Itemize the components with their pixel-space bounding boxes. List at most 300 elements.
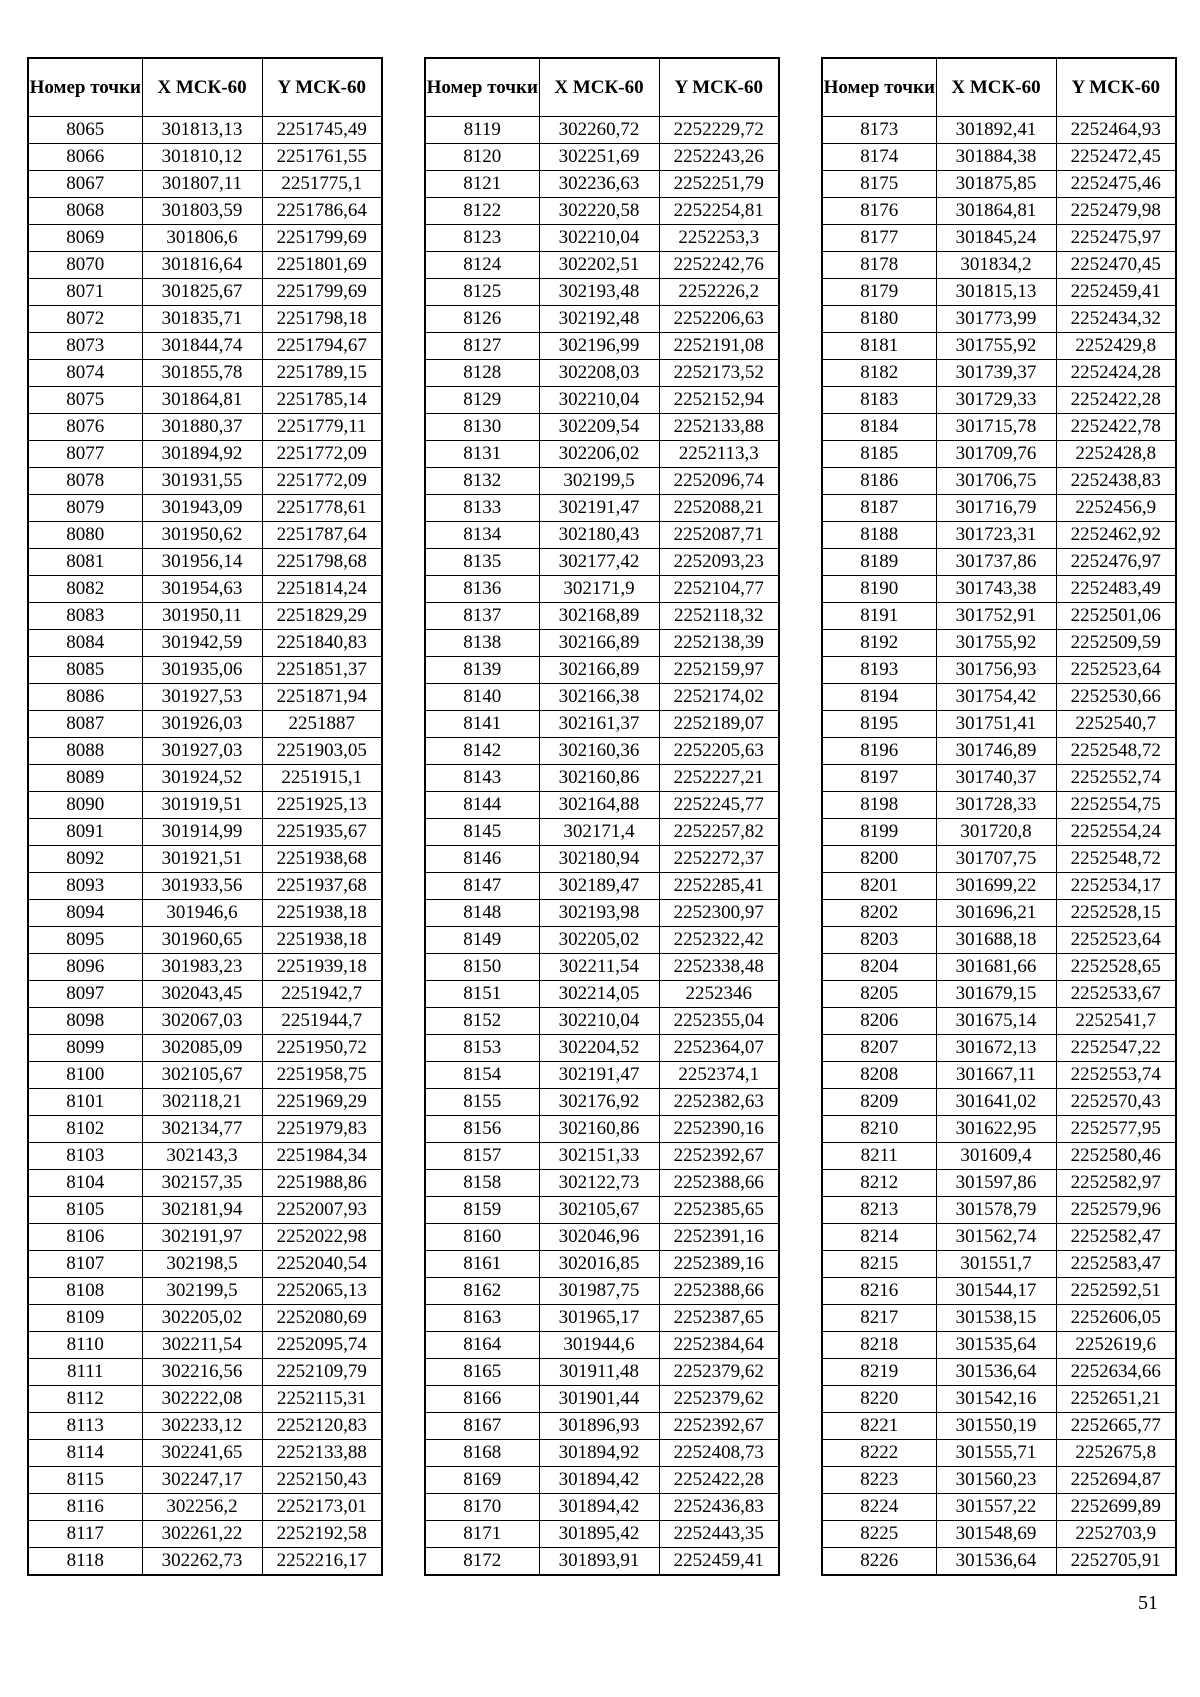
cell-point-number: 8203 [822,927,936,954]
cell-point-number: 8119 [425,117,539,144]
cell-y-coordinate: 2251871,94 [262,684,382,711]
cell-point-number: 8066 [28,144,142,171]
table-row [28,873,382,900]
table-row [425,576,779,603]
cell-x-coordinate: 301919,51 [142,792,262,819]
table-row [28,1089,382,1116]
cell-x-coordinate: 301739,37 [936,360,1056,387]
cell-x-coordinate: 301960,65 [142,927,262,954]
cell-point-number: 8122 [425,198,539,225]
cell-x-coordinate: 301707,75 [936,846,1056,873]
cell-point-number: 8073 [28,333,142,360]
cell-y-coordinate: 2252152,94 [659,387,779,414]
cell-point-number: 8191 [822,603,936,630]
cell-y-coordinate: 2251915,1 [262,765,382,792]
cell-x-coordinate: 302211,54 [539,954,659,981]
cell-y-coordinate: 2252476,97 [1056,549,1176,576]
table-row [28,630,382,657]
cell-x-coordinate: 301927,53 [142,684,262,711]
cell-x-coordinate: 302181,94 [142,1197,262,1224]
table-row [425,1224,779,1251]
cell-point-number: 8068 [28,198,142,225]
cell-point-number: 8167 [425,1413,539,1440]
cell-point-number: 8157 [425,1143,539,1170]
cell-x-coordinate: 301935,06 [142,657,262,684]
coordinates-table-2 [424,57,780,1576]
cell-point-number: 8108 [28,1278,142,1305]
cell-x-coordinate: 301754,42 [936,684,1056,711]
cell-y-coordinate: 2252547,22 [1056,1035,1176,1062]
table-row [28,468,382,495]
table-row [28,1170,382,1197]
table-row [425,954,779,981]
cell-point-number: 8113 [28,1413,142,1440]
table-row [425,1251,779,1278]
table-row [822,954,1176,981]
cell-x-coordinate: 302210,04 [539,225,659,252]
cell-x-coordinate: 302160,36 [539,738,659,765]
table-row [425,333,779,360]
cell-x-coordinate: 301542,16 [936,1386,1056,1413]
cell-point-number: 8084 [28,630,142,657]
cell-x-coordinate: 301855,78 [142,360,262,387]
table-row [822,117,1176,144]
cell-point-number: 8097 [28,981,142,1008]
cell-x-coordinate: 302118,21 [142,1089,262,1116]
cell-point-number: 8131 [425,441,539,468]
table-row [425,1467,779,1494]
cell-point-number: 8152 [425,1008,539,1035]
cell-point-number: 8085 [28,657,142,684]
cell-x-coordinate: 301622,95 [936,1116,1056,1143]
cell-y-coordinate: 2252459,41 [659,1548,779,1576]
cell-y-coordinate: 2252533,67 [1056,981,1176,1008]
cell-y-coordinate: 2251937,68 [262,873,382,900]
cell-x-coordinate: 302164,88 [539,792,659,819]
table-row [28,1467,382,1494]
cell-x-coordinate: 301927,03 [142,738,262,765]
table-row [425,900,779,927]
cell-y-coordinate: 2252229,72 [659,117,779,144]
cell-y-coordinate: 2252392,67 [659,1413,779,1440]
cell-point-number: 8174 [822,144,936,171]
cell-x-coordinate: 302209,54 [539,414,659,441]
cell-point-number: 8079 [28,495,142,522]
cell-x-coordinate: 301681,66 [936,954,1056,981]
table-row [28,819,382,846]
cell-y-coordinate: 2251979,83 [262,1116,382,1143]
cell-x-coordinate: 301943,09 [142,495,262,522]
cell-y-coordinate: 2251801,69 [262,252,382,279]
table-row [822,1548,1176,1576]
cell-y-coordinate: 2252322,42 [659,927,779,954]
table-row [425,1386,779,1413]
table-row [28,657,382,684]
table-row [425,657,779,684]
cell-x-coordinate: 301983,23 [142,954,262,981]
table-row [822,522,1176,549]
cell-x-coordinate: 301894,92 [142,441,262,468]
cell-point-number: 8149 [425,927,539,954]
cell-point-number: 8172 [425,1548,539,1576]
cell-x-coordinate: 301562,74 [936,1224,1056,1251]
table-row [425,1359,779,1386]
table-row [425,1116,779,1143]
cell-x-coordinate: 301773,99 [936,306,1056,333]
cell-x-coordinate: 301709,76 [936,441,1056,468]
table-row [822,387,1176,414]
coordinates-table-1 [27,57,383,1576]
cell-x-coordinate: 301893,91 [539,1548,659,1576]
cell-y-coordinate: 2251829,29 [262,603,382,630]
cell-point-number: 8086 [28,684,142,711]
cell-y-coordinate: 2252174,02 [659,684,779,711]
table-row [28,306,382,333]
cell-y-coordinate: 2252382,63 [659,1089,779,1116]
cell-x-coordinate: 302236,63 [539,171,659,198]
cell-x-coordinate: 301806,6 [142,225,262,252]
table-row [425,873,779,900]
cell-point-number: 8222 [822,1440,936,1467]
table-row [28,198,382,225]
cell-point-number: 8163 [425,1305,539,1332]
cell-y-coordinate: 2251988,86 [262,1170,382,1197]
table-row [28,414,382,441]
cell-x-coordinate: 302205,02 [142,1305,262,1332]
table-row [822,1224,1176,1251]
cell-y-coordinate: 2252580,46 [1056,1143,1176,1170]
cell-x-coordinate: 301835,71 [142,306,262,333]
table-row [28,279,382,306]
table-row [28,684,382,711]
table-row [425,603,779,630]
cell-point-number: 8145 [425,819,539,846]
cell-x-coordinate: 301845,24 [936,225,1056,252]
header-row [822,58,1176,117]
cell-y-coordinate: 2252385,65 [659,1197,779,1224]
cell-point-number: 8140 [425,684,539,711]
cell-y-coordinate: 2252242,76 [659,252,779,279]
cell-point-number: 8102 [28,1116,142,1143]
cell-point-number: 8127 [425,333,539,360]
cell-x-coordinate: 301954,63 [142,576,262,603]
cell-x-coordinate: 301720,8 [936,819,1056,846]
cell-y-coordinate: 2252192,58 [262,1521,382,1548]
table-row [822,144,1176,171]
cell-x-coordinate: 301950,62 [142,522,262,549]
table-row [28,1521,382,1548]
cell-y-coordinate: 2252087,71 [659,522,779,549]
cell-point-number: 8205 [822,981,936,1008]
cell-y-coordinate: 2252245,77 [659,792,779,819]
table-row [822,252,1176,279]
cell-x-coordinate: 301544,17 [936,1278,1056,1305]
cell-point-number: 8178 [822,252,936,279]
cell-x-coordinate: 301755,92 [936,333,1056,360]
cell-x-coordinate: 302160,86 [539,765,659,792]
cell-x-coordinate: 301555,71 [936,1440,1056,1467]
cell-x-coordinate: 302177,42 [539,549,659,576]
cell-x-coordinate: 302199,5 [539,468,659,495]
cell-x-coordinate: 301609,4 [936,1143,1056,1170]
cell-y-coordinate: 2252553,74 [1056,1062,1176,1089]
cell-point-number: 8201 [822,873,936,900]
cell-point-number: 8089 [28,765,142,792]
cell-y-coordinate: 2251761,55 [262,144,382,171]
cell-x-coordinate: 302193,98 [539,900,659,927]
table-row [822,819,1176,846]
table-row [425,1305,779,1332]
cell-y-coordinate: 2252523,64 [1056,657,1176,684]
cell-y-coordinate: 2252523,64 [1056,927,1176,954]
cell-y-coordinate: 2252216,17 [262,1548,382,1576]
cell-y-coordinate: 2252429,8 [1056,333,1176,360]
cell-x-coordinate: 302204,52 [539,1035,659,1062]
table-row [425,792,779,819]
cell-y-coordinate: 2252634,66 [1056,1359,1176,1386]
cell-point-number: 8198 [822,792,936,819]
cell-point-number: 8094 [28,900,142,927]
cell-y-coordinate: 2252104,77 [659,576,779,603]
cell-x-coordinate: 301688,18 [936,927,1056,954]
table-row [28,954,382,981]
table-row [28,495,382,522]
cell-y-coordinate: 2252534,17 [1056,873,1176,900]
cell-x-coordinate: 301914,99 [142,819,262,846]
table-row [425,1413,779,1440]
cell-point-number: 8223 [822,1467,936,1494]
cell-point-number: 8076 [28,414,142,441]
cell-y-coordinate: 2251778,61 [262,495,382,522]
cell-y-coordinate: 2252475,46 [1056,171,1176,198]
cell-point-number: 8221 [822,1413,936,1440]
table-row [822,1521,1176,1548]
cell-y-coordinate: 2252272,37 [659,846,779,873]
cell-x-coordinate: 301675,14 [936,1008,1056,1035]
table-row [28,711,382,738]
cell-point-number: 8087 [28,711,142,738]
cell-y-coordinate: 2252226,2 [659,279,779,306]
cell-point-number: 8104 [28,1170,142,1197]
cell-point-number: 8103 [28,1143,142,1170]
cell-y-coordinate: 2252422,28 [659,1467,779,1494]
table-row [28,1332,382,1359]
cell-y-coordinate: 2251938,18 [262,927,382,954]
table-row [822,360,1176,387]
cell-y-coordinate: 2252364,07 [659,1035,779,1062]
cell-x-coordinate: 301933,56 [142,873,262,900]
cell-x-coordinate: 302261,22 [142,1521,262,1548]
cell-y-coordinate: 2252391,16 [659,1224,779,1251]
cell-x-coordinate: 301864,81 [936,198,1056,225]
cell-point-number: 8214 [822,1224,936,1251]
cell-y-coordinate: 2252254,81 [659,198,779,225]
cell-x-coordinate: 302143,3 [142,1143,262,1170]
cell-y-coordinate: 2252462,92 [1056,522,1176,549]
cell-x-coordinate: 301895,42 [539,1521,659,1548]
table-row [28,252,382,279]
cell-point-number: 8219 [822,1359,936,1386]
table-row [822,1116,1176,1143]
cell-y-coordinate: 2252459,41 [1056,279,1176,306]
cell-point-number: 8091 [28,819,142,846]
cell-point-number: 8155 [425,1089,539,1116]
table-row [822,684,1176,711]
cell-x-coordinate: 301884,38 [936,144,1056,171]
cell-point-number: 8170 [425,1494,539,1521]
cell-y-coordinate: 2252456,9 [1056,495,1176,522]
cell-x-coordinate: 301723,31 [936,522,1056,549]
cell-x-coordinate: 301892,41 [936,117,1056,144]
table-row [822,603,1176,630]
table-row [822,495,1176,522]
cell-point-number: 8124 [425,252,539,279]
cell-point-number: 8090 [28,792,142,819]
cell-x-coordinate: 301696,21 [936,900,1056,927]
table-row [28,549,382,576]
cell-point-number: 8139 [425,657,539,684]
cell-point-number: 8159 [425,1197,539,1224]
cell-point-number: 8125 [425,279,539,306]
cell-point-number: 8110 [28,1332,142,1359]
cell-x-coordinate: 301536,64 [936,1359,1056,1386]
cell-y-coordinate: 2251939,18 [262,954,382,981]
table-body [28,117,382,1576]
cell-y-coordinate: 2252540,7 [1056,711,1176,738]
cell-x-coordinate: 302161,37 [539,711,659,738]
cell-x-coordinate: 301560,23 [936,1467,1056,1494]
cell-point-number: 8130 [425,414,539,441]
cell-x-coordinate: 301815,13 [936,279,1056,306]
cell-point-number: 8070 [28,252,142,279]
table-row [28,225,382,252]
cell-x-coordinate: 302134,77 [142,1116,262,1143]
table-row [28,1116,382,1143]
cell-x-coordinate: 301926,03 [142,711,262,738]
table-row [425,981,779,1008]
cell-x-coordinate: 301557,22 [936,1494,1056,1521]
cell-x-coordinate: 302196,99 [539,333,659,360]
table-row [425,522,779,549]
cell-point-number: 8105 [28,1197,142,1224]
cell-y-coordinate: 2252392,67 [659,1143,779,1170]
cell-x-coordinate: 302199,5 [142,1278,262,1305]
cell-y-coordinate: 2252065,13 [262,1278,382,1305]
cell-x-coordinate: 301535,64 [936,1332,1056,1359]
table-row [822,279,1176,306]
cell-y-coordinate: 2252022,98 [262,1224,382,1251]
cell-point-number: 8088 [28,738,142,765]
cell-point-number: 8206 [822,1008,936,1035]
cell-point-number: 8181 [822,333,936,360]
cell-point-number: 8100 [28,1062,142,1089]
cell-y-coordinate: 2252528,65 [1056,954,1176,981]
table-row [425,441,779,468]
cell-x-coordinate: 302222,08 [142,1386,262,1413]
cell-y-coordinate: 2252388,66 [659,1170,779,1197]
cell-x-coordinate: 302256,2 [142,1494,262,1521]
table-row [425,1008,779,1035]
cell-y-coordinate: 2251942,7 [262,981,382,1008]
table-row [425,846,779,873]
header-x-coordinate: X МСК-60 [142,58,262,117]
cell-y-coordinate: 2252422,28 [1056,387,1176,414]
cell-x-coordinate: 301803,59 [142,198,262,225]
table-row [822,225,1176,252]
cell-x-coordinate: 301956,14 [142,549,262,576]
table-row [28,846,382,873]
cell-x-coordinate: 301751,41 [936,711,1056,738]
cell-x-coordinate: 301807,11 [142,171,262,198]
cell-x-coordinate: 301716,79 [936,495,1056,522]
table-row [425,1170,779,1197]
cell-x-coordinate: 301550,19 [936,1413,1056,1440]
table-row [822,1035,1176,1062]
table-row [425,1143,779,1170]
cell-point-number: 8196 [822,738,936,765]
header-y-coordinate: Y МСК-60 [262,58,382,117]
table-row [822,1251,1176,1278]
table-row [822,846,1176,873]
cell-x-coordinate: 302122,73 [539,1170,659,1197]
table-row [28,1278,382,1305]
cell-y-coordinate: 2252080,69 [262,1305,382,1332]
cell-point-number: 8211 [822,1143,936,1170]
table-row [28,1224,382,1251]
cell-x-coordinate: 301672,13 [936,1035,1056,1062]
cell-x-coordinate: 302241,65 [142,1440,262,1467]
cell-y-coordinate: 2252120,83 [262,1413,382,1440]
table-row [822,1332,1176,1359]
cell-x-coordinate: 301942,59 [142,630,262,657]
cell-x-coordinate: 302233,12 [142,1413,262,1440]
cell-y-coordinate: 2252243,26 [659,144,779,171]
cell-x-coordinate: 301679,15 [936,981,1056,1008]
cell-x-coordinate: 301931,55 [142,468,262,495]
cell-y-coordinate: 2252150,43 [262,1467,382,1494]
page-number: 51 [1138,1592,1158,1614]
cell-y-coordinate: 2252205,63 [659,738,779,765]
cell-y-coordinate: 2251772,09 [262,468,382,495]
cell-x-coordinate: 301894,42 [539,1494,659,1521]
cell-x-coordinate: 302198,5 [142,1251,262,1278]
cell-point-number: 8195 [822,711,936,738]
cell-y-coordinate: 2252552,74 [1056,765,1176,792]
cell-y-coordinate: 2252703,9 [1056,1521,1176,1548]
cell-point-number: 8120 [425,144,539,171]
table-row [28,792,382,819]
table-row [28,1386,382,1413]
table-row [28,1440,382,1467]
cell-x-coordinate: 301944,6 [539,1332,659,1359]
cell-point-number: 8072 [28,306,142,333]
table-row [425,927,779,954]
cell-x-coordinate: 301911,48 [539,1359,659,1386]
cell-point-number: 8158 [425,1170,539,1197]
table-row [822,549,1176,576]
cell-point-number: 8183 [822,387,936,414]
cell-y-coordinate: 2252501,06 [1056,603,1176,630]
cell-y-coordinate: 2252434,32 [1056,306,1176,333]
table-row [822,171,1176,198]
cell-x-coordinate: 302191,47 [539,1062,659,1089]
cell-x-coordinate: 302166,38 [539,684,659,711]
cell-point-number: 8160 [425,1224,539,1251]
cell-point-number: 8121 [425,171,539,198]
table-row [822,1359,1176,1386]
cell-point-number: 8148 [425,900,539,927]
table-row [822,927,1176,954]
